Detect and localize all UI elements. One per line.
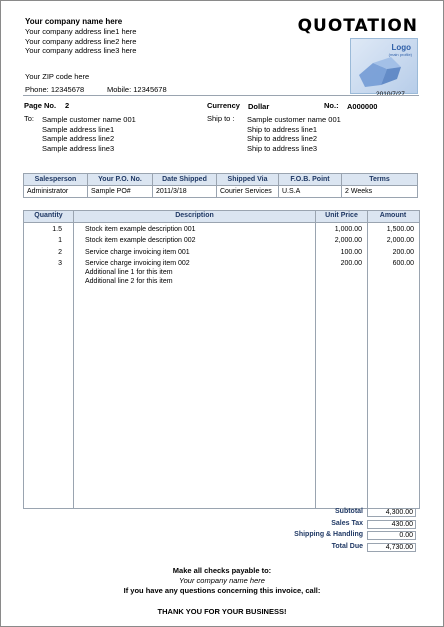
date-shipped-value: 2011/3/18 (153, 186, 217, 198)
logo-subtext: (main profile) (388, 52, 412, 57)
page-number: 2 (65, 101, 70, 110)
item-description: Stock item example description 001 (85, 226, 196, 233)
company-phone: Phone: 12345678 (25, 85, 85, 94)
to-address (42, 115, 136, 153)
header-quantity: Quantity (34, 212, 63, 219)
header-description: Description (175, 212, 214, 219)
item-amount: 1,500.00 (386, 226, 414, 233)
header-shipped-via: Shipped Via (217, 174, 279, 186)
total-due-label: Total Due (331, 543, 363, 550)
company-logo (350, 38, 418, 94)
company-name: Your company name here (25, 17, 123, 26)
ship-to-line: Ship to address line3 (247, 143, 318, 153)
header-fob-point: F.O.B. Point (279, 174, 342, 186)
item-amount: 600.00 (392, 260, 414, 267)
shipping-label: Shipping & Handling (294, 531, 363, 538)
item-unit-price: 200.00 (340, 260, 362, 267)
ship-to-address (247, 115, 341, 153)
header-divider (23, 95, 419, 96)
payable-label: Make all checks payable to: (172, 566, 272, 575)
item-unit-price: 2,000.00 (334, 237, 362, 244)
header-date-shipped: Date Shipped (153, 174, 217, 186)
questions-line: If you have any questions concerning this invoice, call: (123, 586, 321, 595)
logo-text: Logo (391, 43, 411, 52)
currency-label: Currency (207, 101, 240, 110)
subtotal-label: Subtotal (335, 508, 363, 515)
header-amount: Amount (379, 212, 407, 219)
item-additional-line: Additional line 1 for this item (85, 269, 173, 276)
to-line: Sample address line1 (42, 124, 115, 134)
to-line: Sample address line3 (42, 143, 115, 153)
ship-to-line: Ship to address line2 (247, 134, 318, 143)
sales-tax-value: 430.00 (367, 520, 416, 529)
to-line: Sample address line2 (42, 134, 115, 143)
page-number-label: Page No. (24, 101, 57, 110)
document-date: 2010/7/27 (376, 91, 405, 98)
item-unit-price: 100.00 (340, 249, 362, 256)
shipping-value: 0.00 (367, 531, 416, 540)
shipped-via-value: Courier Services (217, 186, 279, 198)
sales-tax-label: Sales Tax (331, 520, 363, 527)
po-number-value: Sample PO# (88, 186, 153, 198)
header-terms: Terms (342, 174, 418, 186)
item-description: Service charge invoicing item 001 (85, 249, 190, 256)
company-address-line2: Your company address line2 here (25, 36, 137, 46)
thank-you-line: THANK YOU FOR YOUR BUSINESS! (157, 607, 287, 616)
header-po-number: Your P.O. No. (88, 174, 153, 186)
order-info-value-row (24, 186, 418, 198)
quote-number-label: No.: (324, 101, 339, 110)
item-description: Service charge invoicing item 002 (85, 260, 190, 267)
item-amount: 2,000.00 (386, 237, 414, 244)
item-description: Stock item example description 002 (85, 237, 196, 244)
ship-to-line: Sample customer name 001 (247, 115, 341, 124)
to-line: Sample customer name 001 (42, 115, 136, 124)
item-quantity: 1.5 (52, 226, 62, 233)
header-salesperson: Salesperson (24, 174, 88, 186)
item-additional-line: Additional line 2 for this item (85, 278, 173, 285)
item-unit-price: 1,000.00 (334, 226, 362, 233)
company-address-line1: Your company address line1 here (25, 27, 137, 36)
item-quantity: 2 (58, 249, 62, 256)
company-block (25, 17, 136, 56)
column-divider (73, 211, 74, 508)
item-amount: 200.00 (392, 249, 414, 256)
salesperson-value: Administrator (24, 186, 88, 198)
company-mobile: Mobile: 12345678 (107, 85, 167, 94)
items-table (23, 210, 420, 509)
fob-point-value: U.S.A (279, 186, 342, 198)
terms-value: 2 Weeks (342, 186, 418, 198)
payable-name: Your company name here (179, 576, 265, 585)
header-unit-price: Unit Price (325, 212, 358, 219)
subtotal-value: 4,300.00 (367, 508, 416, 517)
document-title: QUOTATION (297, 16, 418, 36)
currency-value: Dollar (248, 102, 270, 111)
to-label: To: (24, 114, 35, 123)
total-due-value: 4,730.00 (367, 543, 416, 552)
item-quantity: 1 (58, 237, 62, 244)
item-quantity: 3 (58, 260, 62, 267)
quote-number: A000000 (347, 102, 378, 111)
order-info-header-row (24, 174, 418, 186)
ship-to-line: Ship to address line1 (247, 124, 318, 134)
ship-to-label: Ship to : (207, 114, 235, 123)
company-address-line3: Your company address line3 here (25, 46, 137, 55)
order-info-table (23, 173, 418, 198)
company-zip: Your ZIP code here (25, 72, 90, 81)
